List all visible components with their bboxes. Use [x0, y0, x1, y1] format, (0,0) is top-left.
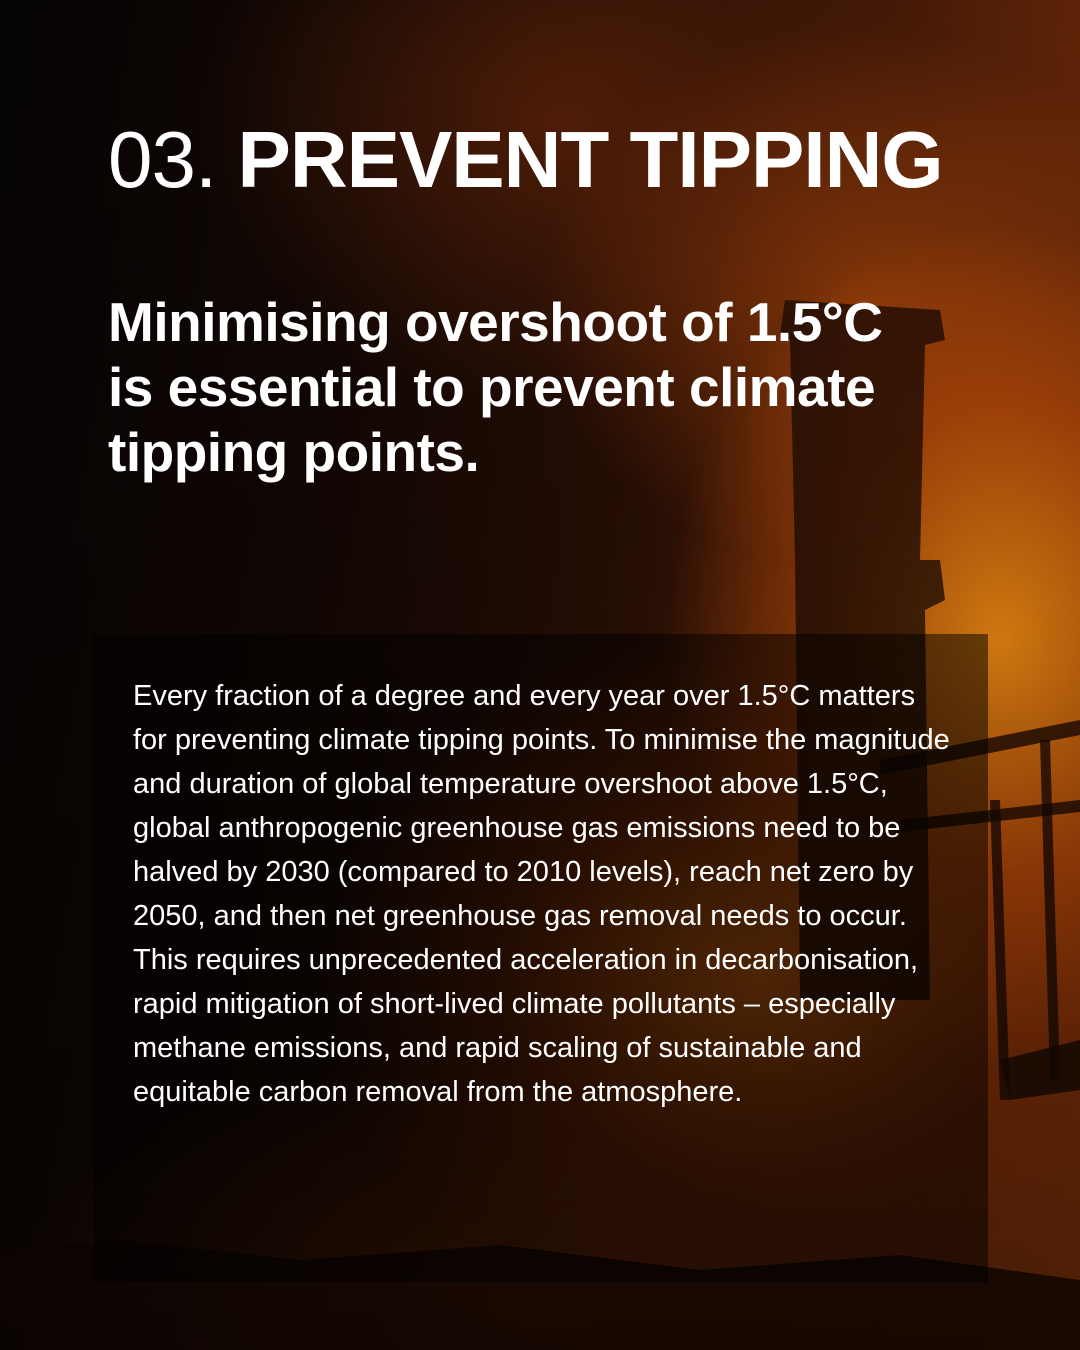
- body-text: Every fraction of a degree and every year over 1.5°C matters for preventing climate tipping points. To minimise the magnitude and duration of global temperature overshoot above 1.5°C, global anthropogenic greenhouse gas emissions need to be halved by 2030 (compared to 2010 levels), reach net zero by 2050, and then net greenhouse gas removal needs to occur. This requires unprecedented acceleration in decarbonisation, rapid mitigation of short-lived climate pollutants – especially methane emissions, and rapid scaling of sustainable and equitable carbon removal from the atmosphere.: [133, 680, 950, 1108]
- slide-headline: [108, 112, 943, 208]
- slide-subheading: Minimising overshoot of 1.5°C is essential to prevent climate tipping points.: [108, 291, 883, 483]
- body-text-panel: [93, 634, 988, 1282]
- slide-title: PREVENT TIPPING: [237, 115, 943, 204]
- slide-number: 03.: [108, 115, 217, 204]
